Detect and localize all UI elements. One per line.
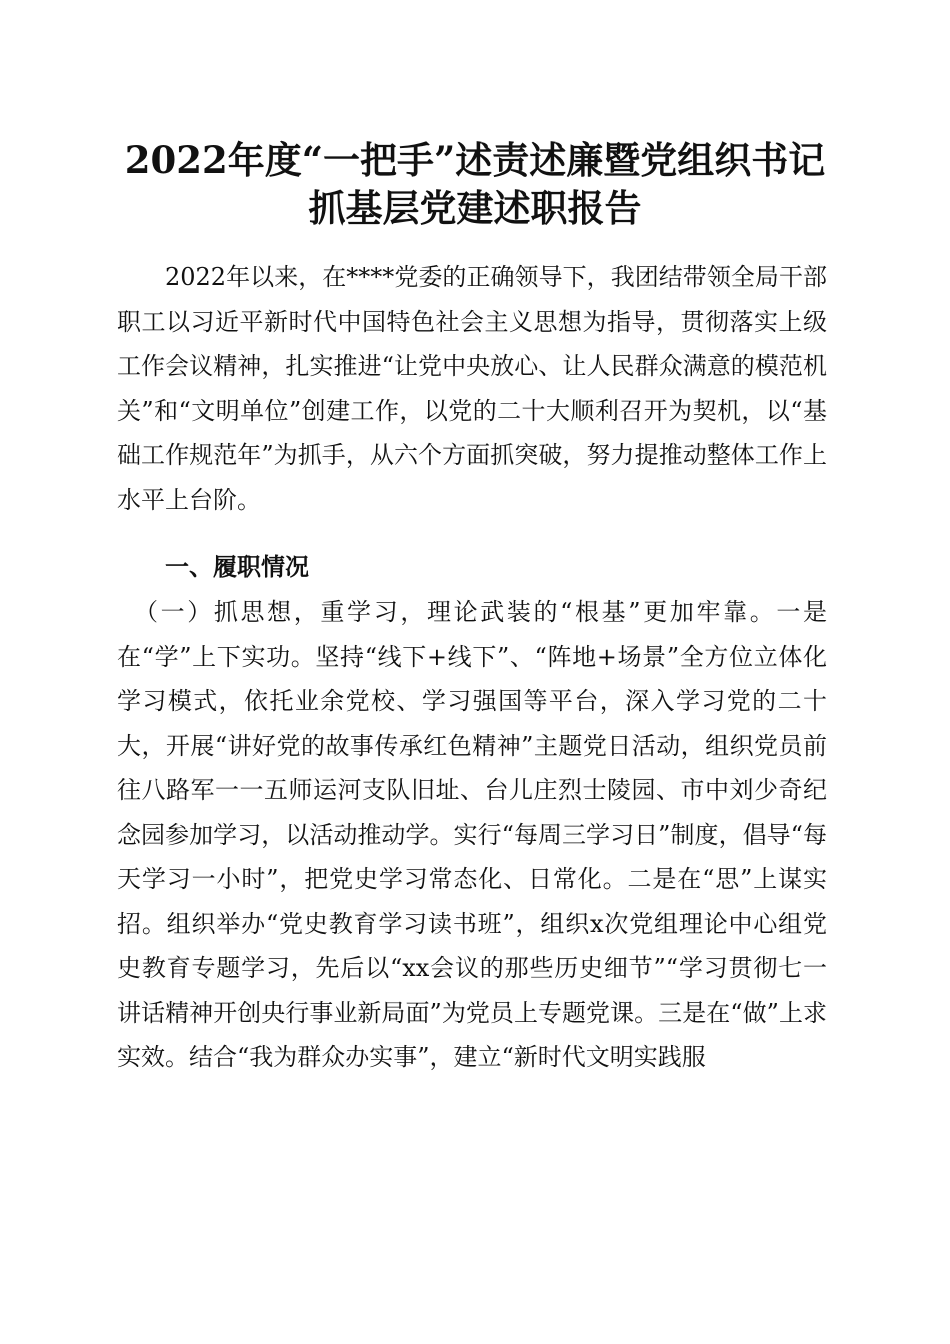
document-title-line-2: 抓基层党建述职报告 (308, 186, 642, 230)
section-paragraph: （一）抓思想，重学习，理论武装的“根基”更加牢靠。一是在“学”上下实功。坚持“线下+线下”、“阵地+场景”全方位立体化学习模式，依托业余党校、学习强国等平台，深入学习党的二十大，开展“讲好党的故事传承红色精神”主题党日活动，组织党员前往八路军一一五师运河支队旧址、台儿庄烈士陵园、市中刘少奇纪念园参加学习，以活动推动学。实行“每周三学习日”制度，倡导“每天学习一小时”，把党史学习常态化、日常化。二是在“思”上谋实招。组织举办“党史教育学习读书班”，组织x次党组理论中心组党史教育专题学习，先后以“xx会议的那些历史细节”“学习贯彻七一讲话精神开创央行事业新局面”为党员上专题党课。三是在“做”上求实效。结合“我为群众办实事”，建立“新时代文明实践服 (117, 598, 827, 1071)
intro-paragraph: 2022年以来，在****党委的正确领导下，我团结带领全局干部职工以习近平新时代中国特色社会主义思想为指导，贯彻落实上级工作会议精神，扎实推进“让党中央放心、让人民群众满意的模范机关”和“文明单位”创建工作，以党的二十大顺利召开为契机，以“基础工作规范年”为抓手，从六个方面抓突破，努力提推动整体工作上水平上台阶。 (117, 263, 827, 514)
document-title-line-1: 2022年度“一把手”述责述廉暨党组织书记 (124, 138, 826, 182)
section-heading: 一、履职情况 (165, 552, 309, 581)
